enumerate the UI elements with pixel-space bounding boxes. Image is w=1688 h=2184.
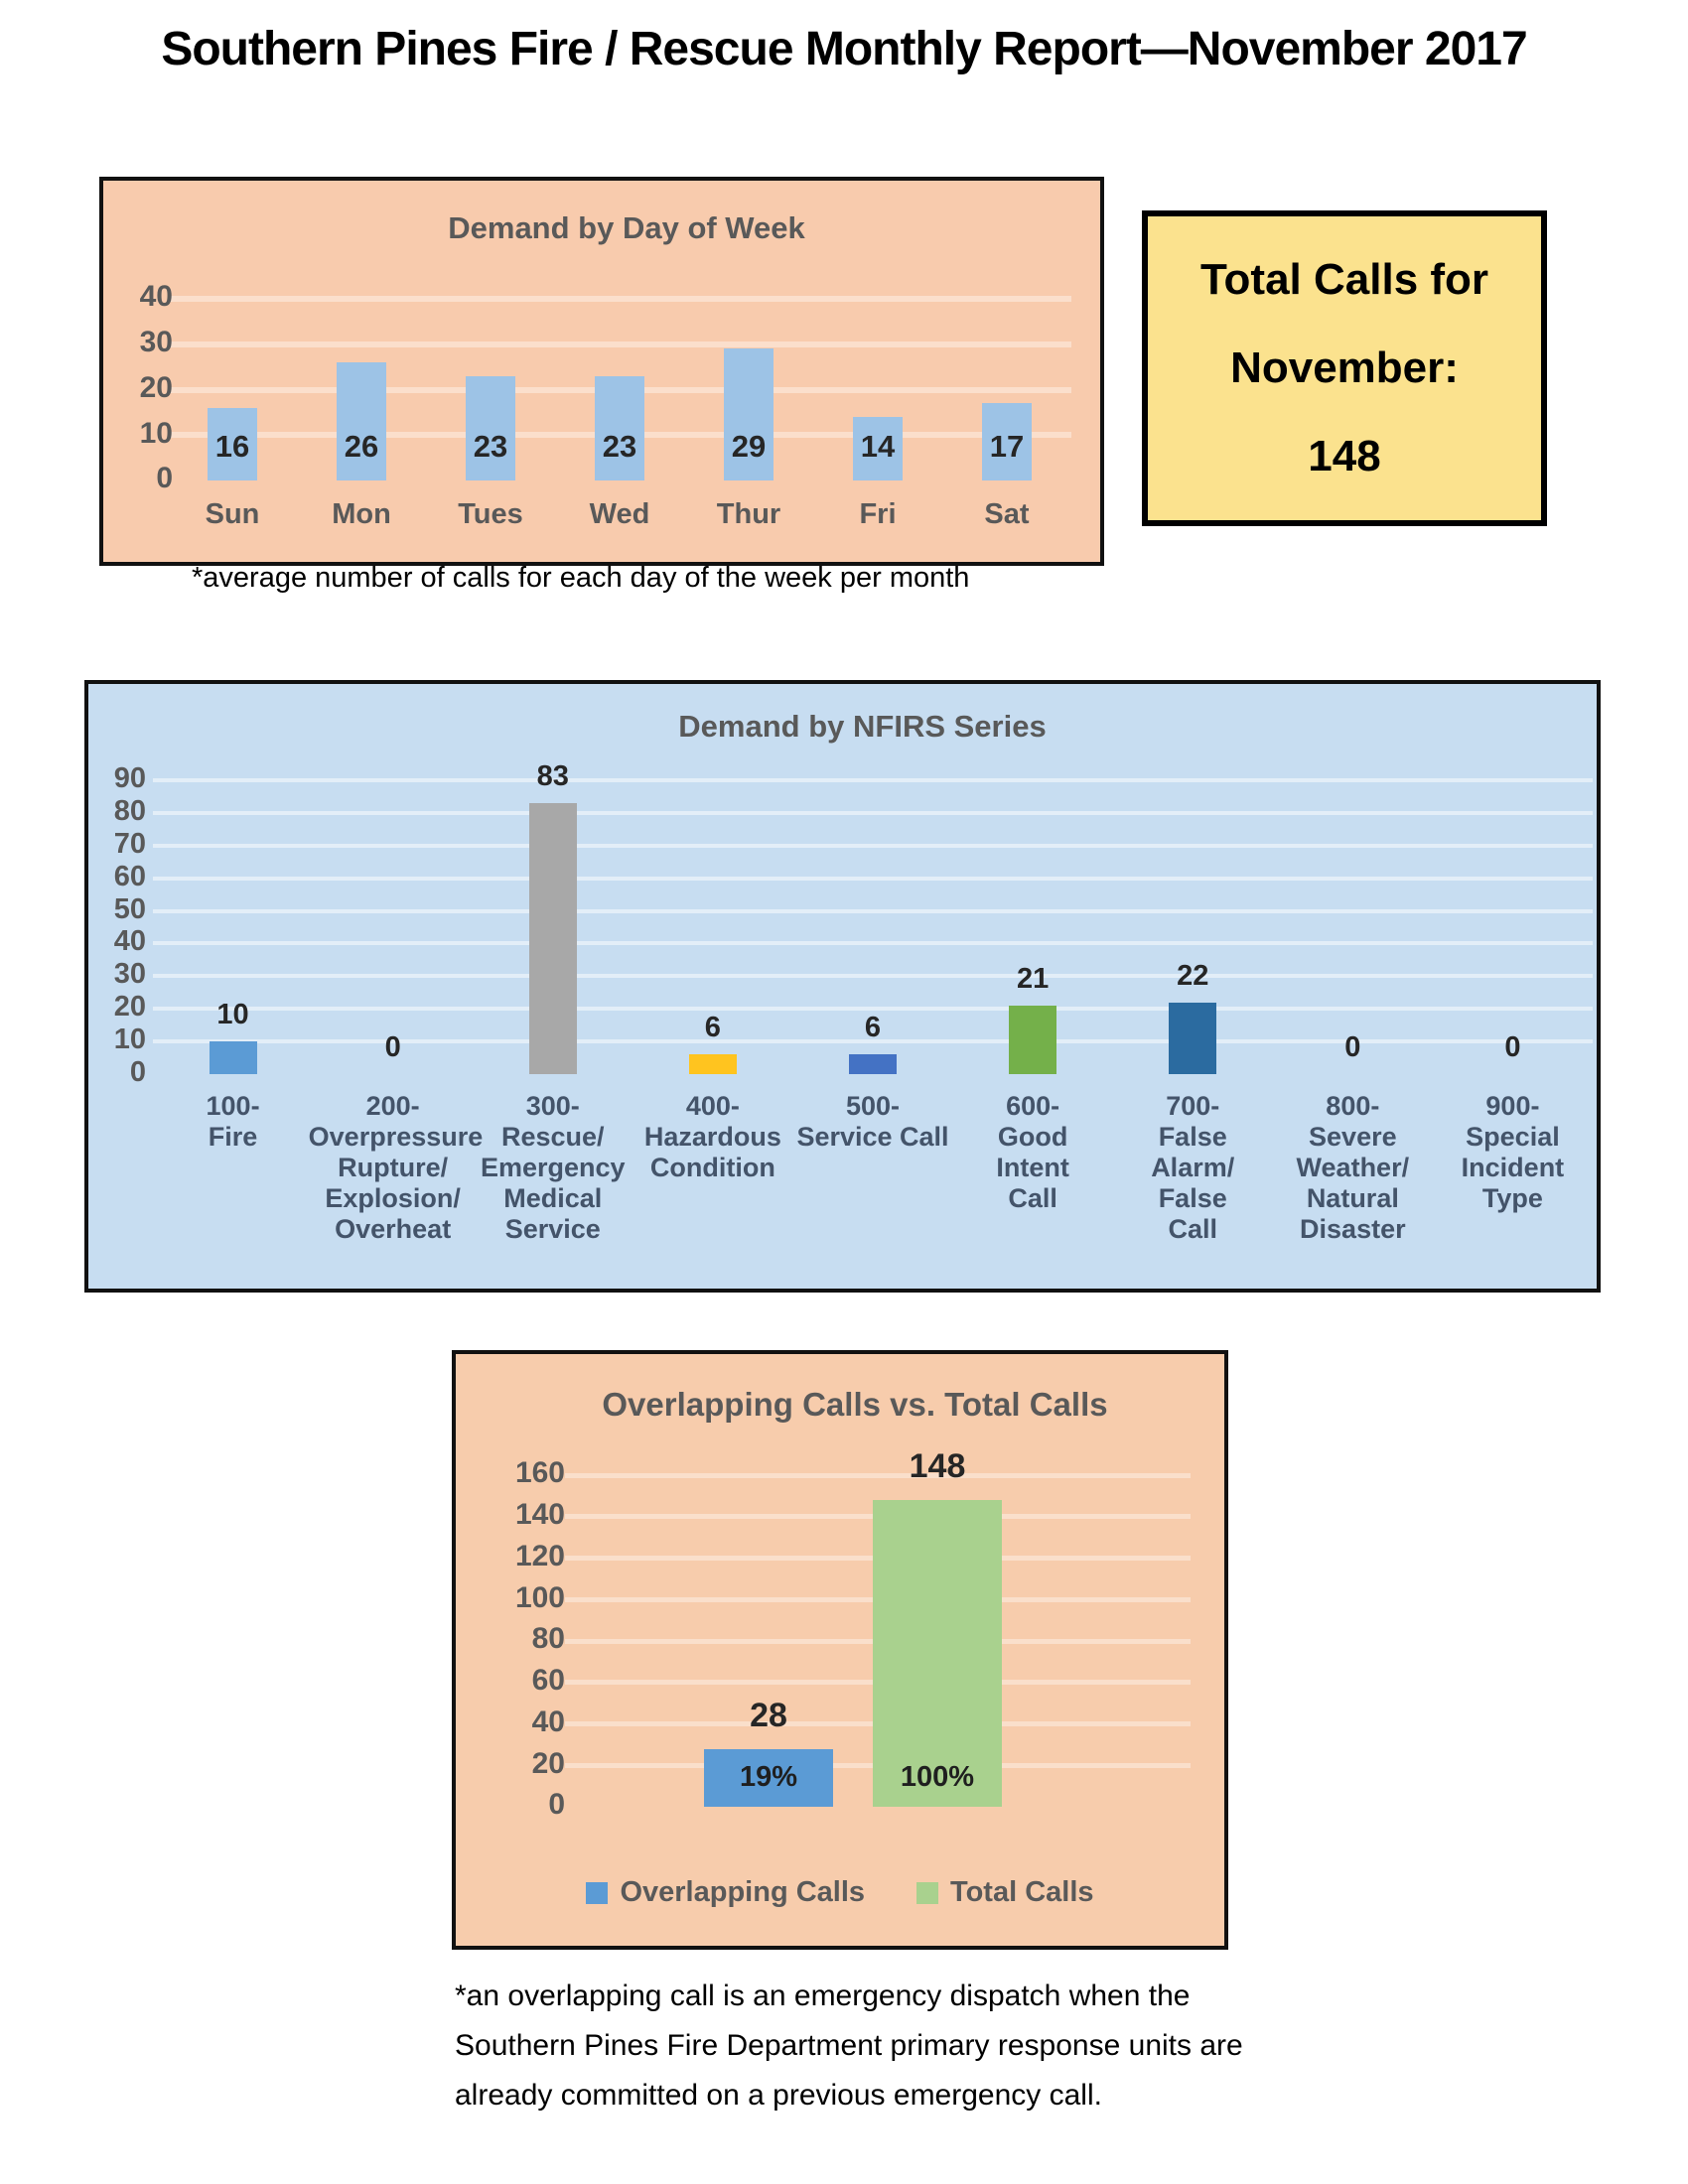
nfirs-series-chart	[84, 680, 1601, 1293]
y-tick-label: 20	[531, 1746, 565, 1780]
x-category-line: 300-	[525, 1091, 580, 1121]
grid-line	[153, 1007, 1593, 1011]
x-category-line: Intent	[996, 1153, 1069, 1182]
grid-line	[153, 844, 1593, 848]
overlap-footnote-line1: *an overlapping call is an emergency dispatch when the	[455, 1979, 1191, 2012]
total-calls-box	[1142, 210, 1547, 526]
y-tick-label: 0	[129, 1056, 146, 1089]
y-tick-label: 30	[139, 326, 173, 359]
bar-value-label: 0	[1344, 1031, 1361, 1063]
x-category-line: Service Call	[796, 1122, 949, 1152]
y-tick-label: 140	[514, 1498, 565, 1532]
total-calls-value: 148	[1308, 432, 1381, 480]
x-category-line: Emergency	[480, 1153, 626, 1182]
bar-value-label: 0	[384, 1031, 401, 1063]
x-category-line: Special	[1466, 1122, 1560, 1152]
x-category-line: Explosion/	[325, 1183, 461, 1213]
x-category-label	[629, 1091, 797, 1183]
x-category-line: Thur	[716, 498, 781, 530]
overlap-footnote-line3: already committed on a previous emergency call.	[455, 2079, 1102, 2112]
y-tick-label: 0	[548, 1788, 565, 1822]
bar-value-label: 17	[989, 429, 1025, 464]
x-category-line: Rescue/	[500, 1122, 605, 1152]
legend-item	[916, 1876, 1094, 1909]
x-category-line: Condition	[649, 1153, 775, 1182]
grid-line	[153, 877, 1593, 881]
x-category-line: 100-	[206, 1091, 260, 1121]
grid-line	[153, 778, 1593, 782]
y-tick-label: 160	[514, 1456, 565, 1490]
x-category-line: False	[1158, 1183, 1227, 1213]
y-tick-label: 10	[113, 1024, 146, 1056]
y-tick-label: 80	[113, 794, 146, 827]
bar	[529, 803, 577, 1074]
day-chart-footnote: *average number of calls for each day of the week per month	[192, 562, 970, 594]
y-tick-label: 10	[139, 416, 173, 450]
nfirs-series-chart-title: Demand by NFIRS Series	[678, 709, 1047, 744]
bar	[1169, 1003, 1216, 1074]
y-tick-label: 20	[139, 370, 173, 404]
legend	[456, 1876, 1224, 1909]
overlapping-calls-chart	[452, 1350, 1228, 1950]
day-of-week-chart-title: Demand by Day of Week	[448, 210, 805, 245]
legend-label: Total Calls	[950, 1876, 1094, 1908]
grid-line	[153, 941, 1593, 945]
page-title: Southern Pines Fire / Rescue Monthly Report—November 2017	[161, 23, 1527, 75]
x-category-line: Natural	[1306, 1183, 1399, 1213]
x-category-line: Service	[504, 1214, 601, 1244]
x-category-line: Rupture/	[338, 1153, 449, 1182]
y-tick-label: 80	[531, 1622, 565, 1656]
x-category-line: Good	[997, 1122, 1068, 1152]
x-category-line: Medical	[503, 1183, 603, 1213]
x-category-line: Sat	[984, 498, 1030, 530]
y-tick-label: 40	[113, 925, 146, 958]
grid-line	[153, 909, 1593, 913]
legend-swatch	[586, 1882, 608, 1904]
bar-percent-label: 100%	[900, 1761, 975, 1793]
overlap-chart-footnote	[455, 1972, 1243, 2120]
x-category-line: 600-	[1006, 1091, 1060, 1121]
bar-value-label: 83	[536, 759, 569, 792]
x-category-line: Tues	[458, 498, 523, 530]
x-category-line: False	[1158, 1122, 1227, 1152]
bar-value-label: 26	[344, 429, 379, 464]
bar-value-label: 29	[731, 429, 767, 464]
x-category-label	[948, 1091, 1117, 1214]
x-category-line: 900-	[1485, 1091, 1540, 1121]
x-category-line: Weather/	[1296, 1153, 1410, 1182]
x-category-label	[1108, 1091, 1277, 1245]
y-tick-label: 20	[113, 991, 146, 1024]
x-category-line: Wed	[589, 498, 650, 530]
y-tick-label: 100	[514, 1580, 565, 1614]
bar-value-label: 148	[909, 1447, 966, 1486]
x-category-line: Call	[1168, 1214, 1217, 1244]
y-tick-label: 70	[113, 827, 146, 860]
x-category-line: Sun	[205, 498, 260, 530]
x-category-line: Overpressure	[308, 1122, 484, 1152]
y-tick-label: 40	[531, 1705, 565, 1738]
overlapping-calls-chart-title: Overlapping Calls vs. Total Calls	[602, 1386, 1108, 1423]
x-category-line: Type	[1481, 1183, 1543, 1213]
x-category-label	[1428, 1091, 1597, 1214]
legend-label: Overlapping Calls	[620, 1876, 866, 1908]
overlap-footnote-line2: Southern Pines Fire Department primary response units are	[455, 2029, 1243, 2062]
total-calls-line1: Total Calls for	[1199, 255, 1489, 304]
y-tick-label: 0	[156, 462, 173, 495]
bar-value-label: 16	[214, 429, 250, 464]
bar-value-label: 28	[750, 1696, 787, 1734]
x-category-line: 800-	[1326, 1091, 1380, 1121]
bar-value-label: 23	[473, 429, 508, 464]
bar-value-label: 10	[216, 999, 249, 1031]
x-category-line: Severe	[1309, 1122, 1397, 1152]
y-tick-label: 120	[514, 1539, 565, 1572]
x-category-label	[788, 1091, 957, 1153]
bar-value-label: 6	[864, 1012, 882, 1044]
x-category-label	[1268, 1091, 1437, 1245]
grid-line	[153, 811, 1593, 815]
grid-line	[168, 296, 1071, 302]
bar-value-label: 21	[1016, 962, 1050, 995]
x-category-line: Incident	[1461, 1153, 1565, 1182]
x-category-line: 500-	[845, 1091, 901, 1121]
bar-value-label: 6	[704, 1012, 721, 1044]
y-tick-label: 60	[531, 1664, 565, 1698]
x-category-line: Disaster	[1300, 1214, 1406, 1244]
x-category-line: 700-	[1166, 1091, 1220, 1121]
x-category-line: Mon	[332, 498, 391, 530]
x-category-line: Alarm/	[1151, 1153, 1235, 1182]
bar-value-label: 23	[602, 429, 637, 464]
legend-item	[586, 1876, 865, 1909]
bar	[1009, 1006, 1056, 1074]
bar	[849, 1054, 897, 1074]
x-category-label	[308, 1091, 484, 1245]
x-category-line: Call	[1008, 1183, 1057, 1213]
x-category-line: Fire	[208, 1122, 258, 1152]
x-category-label	[469, 1091, 637, 1245]
bar-value-label: 0	[1504, 1031, 1521, 1063]
y-tick-label: 40	[139, 280, 173, 314]
x-category-line: Overheat	[335, 1214, 452, 1244]
bar-percent-label: 19%	[739, 1761, 798, 1793]
bar	[210, 1041, 257, 1074]
y-tick-label: 90	[113, 761, 146, 794]
y-tick-label: 50	[113, 892, 146, 925]
y-tick-label: 30	[113, 958, 146, 991]
bar-value-label: 22	[1177, 959, 1209, 992]
x-category-line: Fri	[859, 498, 897, 530]
x-category-line: Hazardous	[643, 1122, 781, 1152]
x-category-label	[922, 498, 1091, 531]
grid-line	[168, 341, 1071, 347]
x-category-label	[149, 1091, 318, 1153]
y-tick-label: 60	[113, 860, 146, 892]
bar	[689, 1054, 737, 1074]
grid-line	[153, 974, 1593, 978]
x-category-line: 200-	[365, 1091, 420, 1121]
total-calls-line2: November:	[1230, 343, 1459, 392]
bar-value-label: 14	[860, 429, 896, 464]
day-of-week-chart	[99, 177, 1104, 566]
x-category-line: 400-	[685, 1091, 740, 1121]
legend-swatch	[916, 1882, 938, 1904]
